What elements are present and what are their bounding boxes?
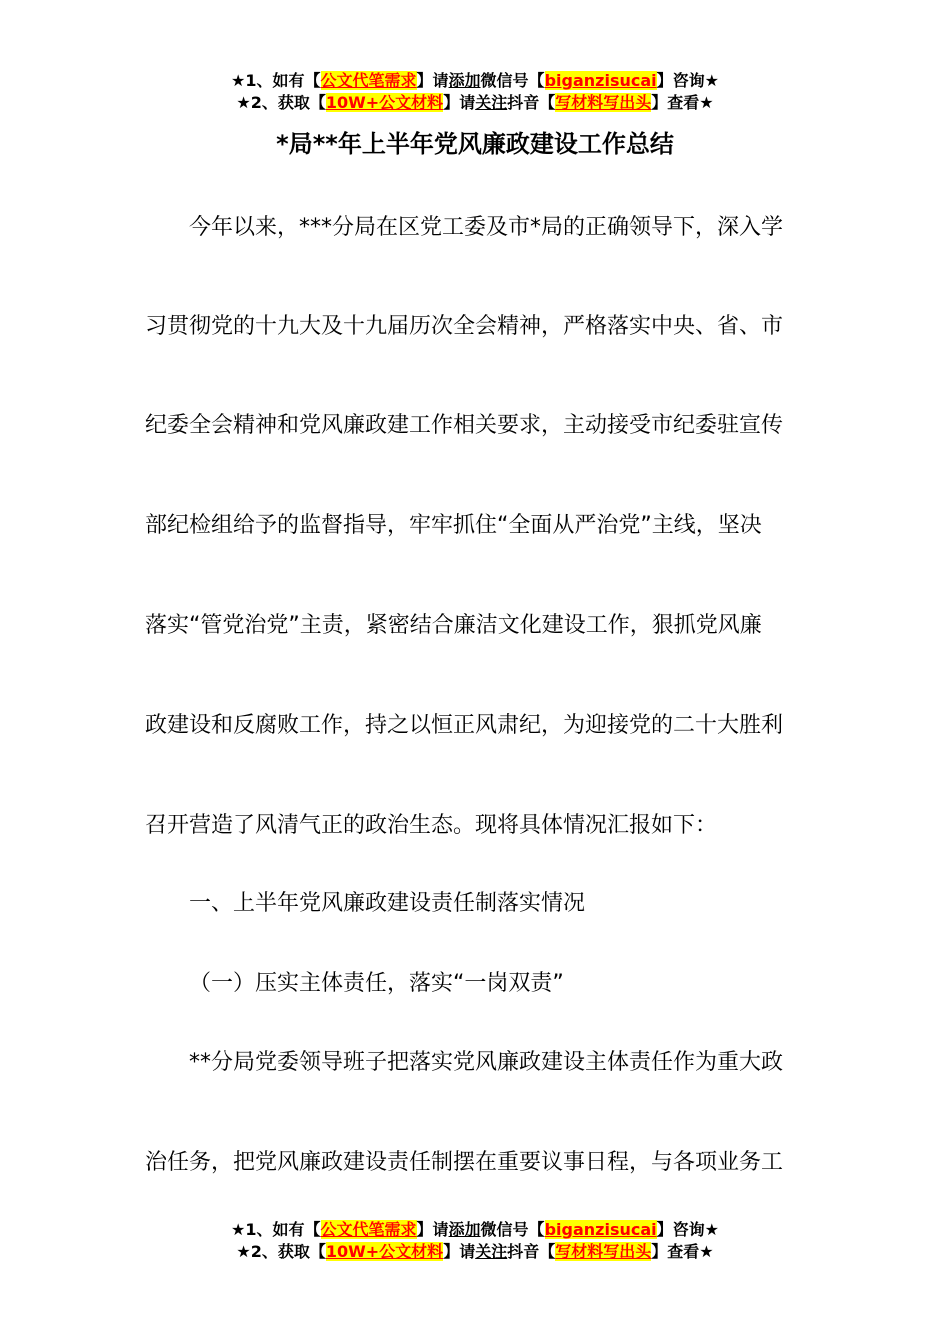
banner-text: ★1、如有【 [231, 71, 321, 90]
top-banner [0, 70, 950, 114]
banner-emphasis: 添加 [448, 71, 481, 90]
banner-highlight: 公文代笔需求 [320, 1220, 417, 1239]
paragraph-line: **分局党委领导班子把落实党风廉政建设主体责任作为重大政 [189, 1050, 784, 1075]
banner-text: 】请 [443, 93, 476, 112]
banner-text: 】请 [416, 71, 449, 90]
banner-text: ★2、获取【 [236, 93, 326, 112]
banner-line-2 [0, 92, 950, 114]
banner-emphasis: 关注 [475, 1242, 508, 1261]
section-heading: 一、上半年党风廉政建设责任制落实情况 [189, 891, 586, 916]
paragraph-line: 治任务，把党风廉政建设责任制摆在重要议事日程，与各项业务工 [145, 1150, 784, 1175]
banner-text: 抖音【 [507, 1242, 556, 1261]
banner-line-2 [0, 1241, 950, 1263]
paragraph-line: 召开营造了风清气正的政治生态。现将具体情况汇报如下： [145, 813, 718, 838]
banner-highlight: 10W+公文材料 [325, 1242, 444, 1261]
banner-text: ★2、获取【 [236, 1242, 326, 1261]
banner-text: 微信号【 [480, 1220, 545, 1239]
banner-highlight: 公文代笔需求 [320, 71, 417, 90]
paragraph-line: 今年以来，***分局在区党工委及市*局的正确领导下，深入学 [189, 215, 784, 240]
banner-text: 】咨询★ [656, 71, 719, 90]
banner-highlight: 写材料写出头 [555, 93, 652, 112]
banner-text: 】请 [416, 1220, 449, 1239]
banner-text: 抖音【 [507, 93, 556, 112]
banner-highlight: biganzisucai [544, 1220, 657, 1239]
banner-emphasis: 关注 [475, 93, 508, 112]
paragraph-line: 落实“管党治党”主责，紧密结合廉洁文化建设工作，狠抓党风廉 [145, 613, 762, 638]
paragraph-line: 部纪检组给予的监督指导，牢牢抓住“全面从严治党”主线，坚决 [145, 513, 762, 538]
banner-highlight: 写材料写出头 [555, 1242, 652, 1261]
banner-emphasis: 添加 [448, 1220, 481, 1239]
banner-text: ★1、如有【 [231, 1220, 321, 1239]
paragraph-line: 习贯彻党的十九大及十九届历次全会精神，严格落实中央、省、市 [145, 314, 784, 339]
document-title: *局**年上半年党风廉政建设工作总结 [276, 130, 674, 158]
banner-highlight: 10W+公文材料 [325, 93, 444, 112]
banner-text: 】查看★ [651, 1242, 714, 1261]
banner-text: 】请 [443, 1242, 476, 1261]
banner-line-1 [0, 70, 950, 92]
banner-line-1 [0, 1219, 950, 1241]
paragraph-line: 政建设和反腐败工作，持之以恒正风肃纪，为迎接党的二十大胜利 [145, 713, 784, 738]
bottom-banner [0, 1219, 950, 1263]
banner-text: 】查看★ [651, 93, 714, 112]
banner-text: 微信号【 [480, 71, 545, 90]
banner-text: 】咨询★ [656, 1220, 719, 1239]
subsection-heading: （一）压实主体责任，落实“一岗双责” [189, 971, 564, 996]
banner-highlight: biganzisucai [544, 71, 657, 90]
paragraph-line: 纪委全会精神和党风廉政建工作相关要求，主动接受市纪委驻宣传 [145, 413, 784, 438]
